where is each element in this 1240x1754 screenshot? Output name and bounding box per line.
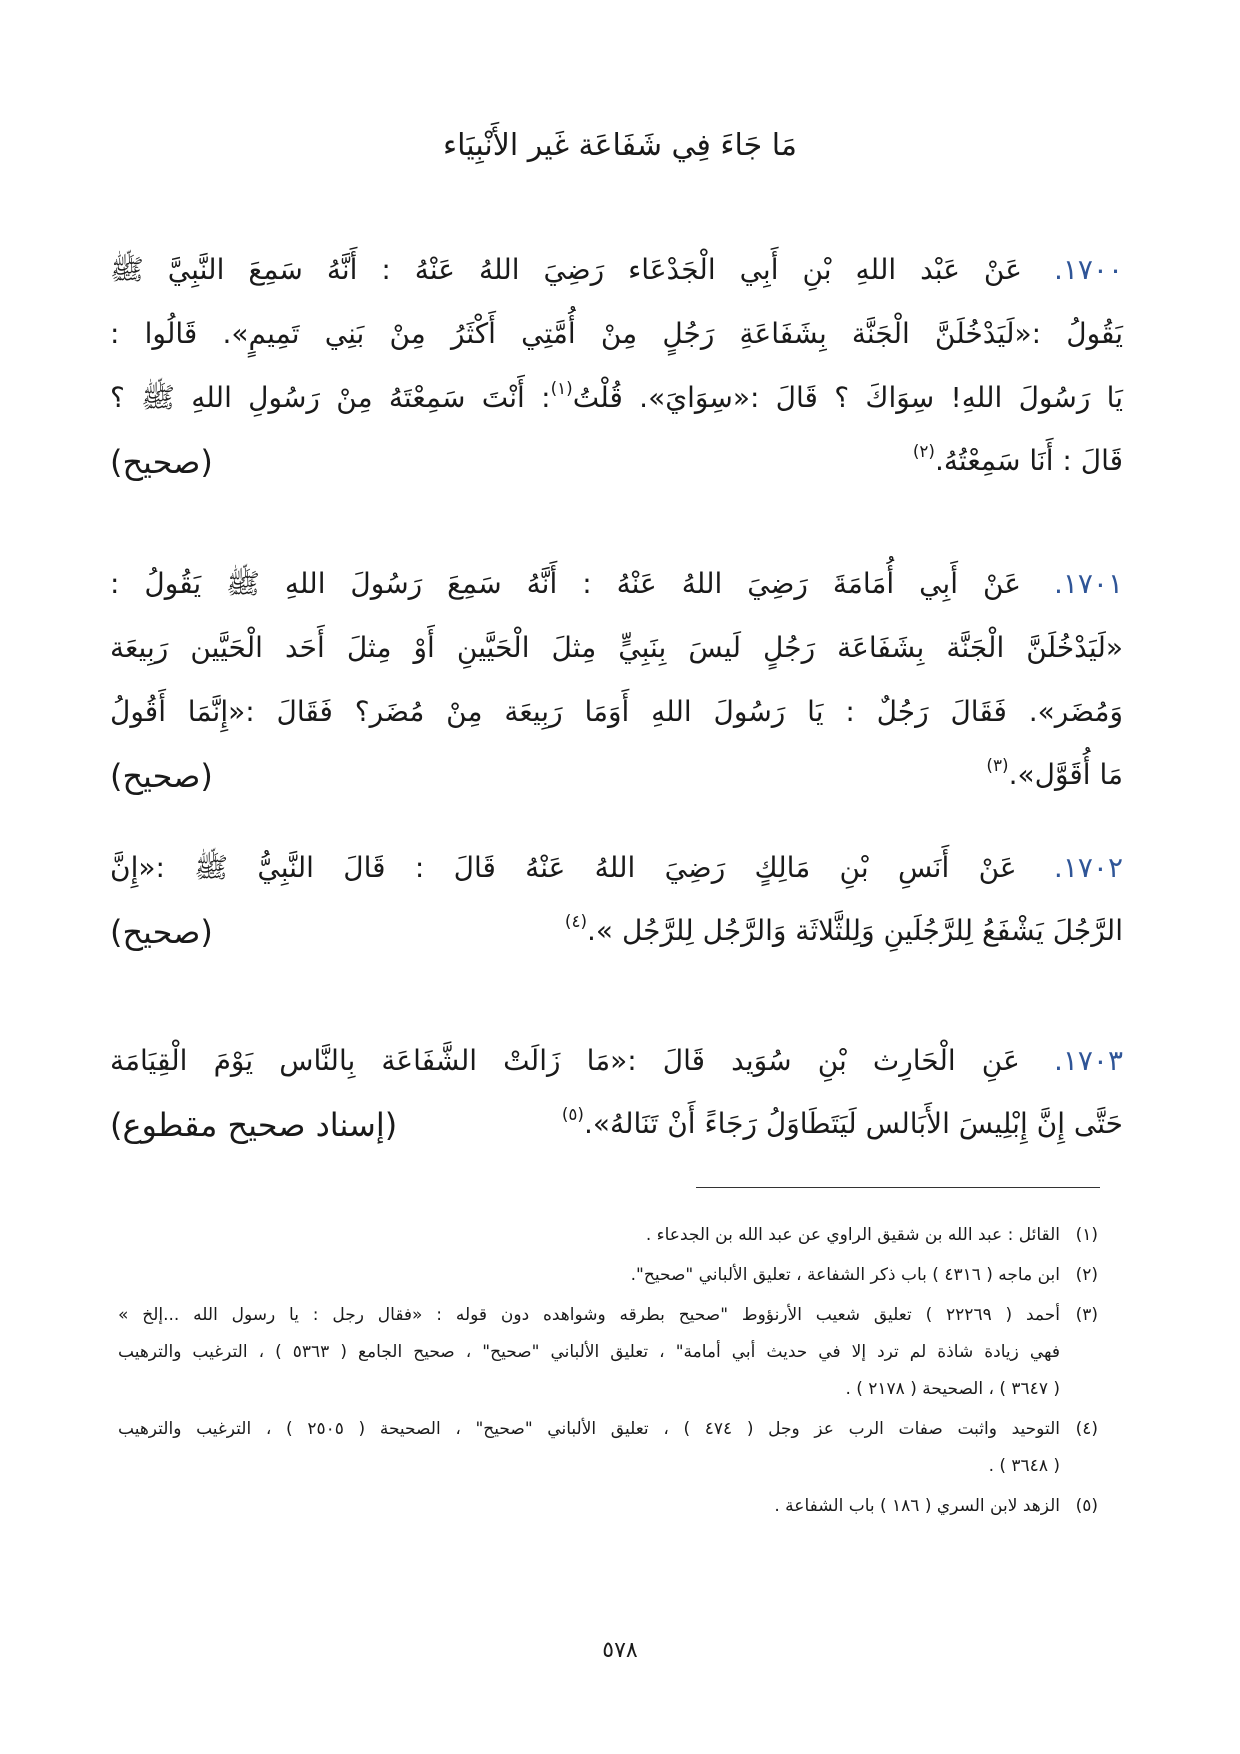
hadith-line [110, 238, 1123, 302]
footnote-reference: (٢) [912, 440, 935, 461]
footnote-line: القائل : عبد الله بن شقيق الراوي عن عبد الله بن الجدعاء . [645, 1225, 1060, 1245]
hadith-line-text [986, 743, 1123, 810]
hadith-line [110, 552, 1123, 616]
footnote-line: ( ٣٦٤٨ ) . [988, 1456, 1060, 1476]
hadith-1700 [110, 238, 1123, 494]
hadith-line-text [565, 899, 1123, 966]
hadith-text: وَمُضَر». فَقَالَ رَجُلٌ : يَا رَسُولَ اللهِ أَوَمَا رَبِيعَة مِنْ مُضَر؟ فَقَالَ :«إِنَّمَا أَقُولُ [110, 695, 1123, 728]
hadith-text: «لَيَدْخُلَنَّ الْجَنَّة بِشَفَاعَة رَجُلٍ لَيسَ بِنَبِيٍّ مِثلَ الْحَيَّينِ أَوْ مِثلَ أَحَد الْحَيَّين رَبِيعَة [110, 631, 1123, 664]
footnote-label: (٤) [1075, 1419, 1098, 1439]
footnote-3 [118, 1297, 1098, 1408]
hadith-text: يَا رَسُولَ اللهِ! سِوَاكَ ؟ قَالَ :«سِوَايَ». قُلْتُ [572, 381, 1123, 414]
footnote-line: فهي زيادة شاذة لم ترد إلا في حديث أبي أمامة" ، تعليق الألباني "صحيح" ، صحيح الجامع ( ٥٣٦٣ ) ، الترغيب والترهيب [118, 1342, 1060, 1362]
footnote-reference: (١) [550, 378, 573, 399]
hadith-line [110, 680, 1123, 744]
hadith-text: قَالَ : أَنَا سَمِعْتُهُ. [934, 443, 1123, 477]
hadith-1702 [110, 836, 1123, 964]
footnote-label: (٣) [1075, 1305, 1098, 1325]
hadith-text: عَنِ الْحَارِث بْنِ سُوَيد قَالَ :«مَا زَالَتْ الشَّفَاعَة بِالنَّاس يَوْمَ الْقِيَامَة [110, 1044, 1020, 1077]
footnote-2 [118, 1257, 1098, 1294]
hadith-line-text [913, 429, 1123, 496]
hadith-text: الرَّجُلَ يَشْفَعُ لِلرَّجُلَينِ وَلِلثَّلاثَة وَالرَّجُل لِلرَّجُل ». [587, 913, 1123, 947]
footnote-line: ابن ماجه ( ٤٣١٦ ) باب ذكر الشفاعة ، تعليق الألباني "صحيح". [630, 1265, 1060, 1285]
hadith-text: عَنْ عَبْد اللهِ بْنِ أَبِي الْجَدْعَاء رَضِيَ اللهُ عَنْهُ : أَنَّهُ سَمِعَ النَّبِيَّ ﷺ [110, 253, 1022, 286]
footnote-4 [118, 1411, 1098, 1485]
hadith-grade: (صحيح) [110, 757, 213, 795]
footnote-label: (٢) [1075, 1265, 1098, 1285]
footnote-label: (١) [1075, 1225, 1098, 1245]
footnote-line: التوحيد واثبت صفات الرب عز وجل ( ٤٧٤ ) ، تعليق الألباني "صحيح" ، الصحيحة ( ٢٥٠٥ ) ، الترغيب والترهيب [118, 1419, 1060, 1439]
footnote-1 [118, 1217, 1098, 1254]
hadith-text: حَتَّى إِنَّ إِبْلِيسَ الأَبَالس لَيَتَطَاوَلُ رَجَاءً أَنْ تَنَالهُ». [583, 1106, 1123, 1140]
chapter-title: مَا جَاءَ فِي شَفَاعَة غَير الأَنْبِيَاء [443, 128, 797, 163]
hadith-line [110, 900, 1123, 964]
footnote-reference: (٤) [564, 910, 588, 931]
hadith-number: ١٧٠١. [1053, 567, 1123, 600]
footnote-label: (٥) [1075, 1496, 1098, 1516]
hadith-text: عَنْ أَبِي أُمَامَةَ رَضِيَ اللهُ عَنْهُ : أَنَّهُ سَمِعَ رَسُولَ اللهِ ﷺ يَقُولُ : [110, 567, 1021, 600]
hadith-1703 [110, 1029, 1123, 1157]
hadith-line [110, 366, 1123, 430]
hadith-number: ١٧٠٢. [1053, 851, 1123, 884]
footnote-separator [696, 1187, 1100, 1188]
footnote-reference: (٣) [986, 754, 1009, 775]
hadith-1701 [110, 552, 1123, 808]
footnote-5 [118, 1488, 1098, 1525]
hadith-line [110, 430, 1123, 494]
footnote-line: ( ٣٦٤٧ ) ، الصحيحة ( ٢١٧٨ ) . [845, 1379, 1060, 1399]
hadith-text: : أَنْتَ سَمِعْتَهُ مِنْ رَسُولِ اللهِ ﷺ ؟ [110, 381, 551, 414]
footnote-reference: (٥) [561, 1103, 584, 1124]
hadith-grade: (صحيح) [110, 913, 213, 951]
hadith-number: ١٧٠٣. [1053, 1044, 1123, 1077]
hadith-text: يَقُولُ :«لَيَدْخُلَنَّ الْجَنَّة بِشَفَاعَةِ رَجُلٍ مِنْ أُمَّتِي أَكْثَرُ مِنْ بَنِي تَمِيمٍ». قَالُوا : [110, 317, 1123, 350]
hadith-grade: (صحيح) [110, 443, 213, 481]
hadith-number: ١٧٠٠. [1053, 253, 1123, 286]
hadith-line [110, 744, 1123, 808]
hadith-line [110, 302, 1123, 366]
hadith-grade: (إسناد صحيح مقطوع) [110, 1106, 398, 1144]
footnote-line: أحمد ( ٢٢٢٦٩ ) تعليق شعيب الأرنؤوط "صحيح بطرقه وشواهده دون قوله : «فقال رجل : يا رسول الله ...إلخ » [118, 1305, 1060, 1325]
hadith-line [110, 1029, 1123, 1093]
hadith-line [110, 836, 1123, 900]
footnote-line: الزهد لابن السري ( ١٨٦ ) باب الشفاعة . [774, 1496, 1060, 1516]
page-number: ٥٧٨ [602, 1638, 638, 1663]
footnotes [118, 1217, 1098, 1528]
hadith-line-text [562, 1092, 1123, 1159]
hadith-line [110, 616, 1123, 680]
hadith-line [110, 1093, 1123, 1157]
hadith-text: مَا أُقَوَّل». [1008, 757, 1123, 791]
hadith-text: عَنْ أَنَسِ بْنِ مَالِكٍ رَضِيَ اللهُ عَنْهُ قَالَ : قَالَ النَّبِيُّ ﷺ :«إِنَّ [110, 851, 1017, 884]
